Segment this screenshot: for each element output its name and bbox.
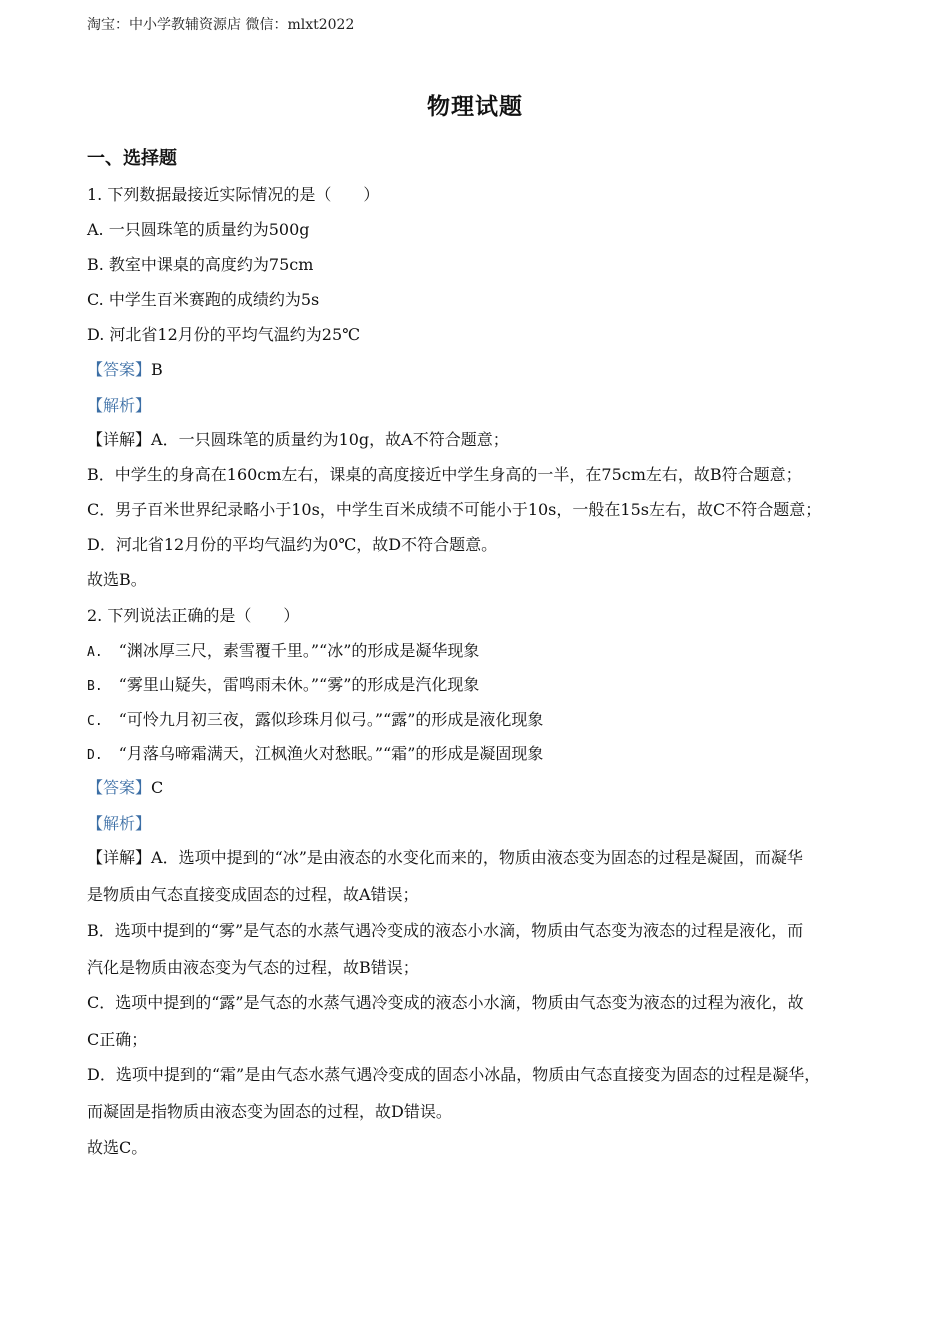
- question-2-detail-line: 而凝固是指物质由液态变为固态的过程，故D错误。: [87, 1102, 452, 1121]
- answer-value: B: [151, 360, 163, 379]
- question-2-detail-line: [87, 845, 803, 868]
- detail-text: A．一只圆珠笔的质量约为10g，故A不符合题意；: [151, 430, 509, 449]
- question-1-analysis-label: 【解析】: [87, 396, 152, 415]
- question-2-analysis-label: 【解析】: [87, 814, 152, 833]
- option-text: “渊冰厚三尺，素雪覆千里。”“冰”的形成是凝华现象: [118, 641, 480, 660]
- question-2-option-b: [87, 672, 479, 695]
- question-2-answer: [87, 775, 163, 798]
- question-2-detail-line: B．选项中提到的“雾”是气态的水蒸气遇冷变成的液态小水滴，物质由气态变为液态的过程是液化，而: [87, 921, 804, 940]
- answer-label: 【答案】: [87, 778, 152, 797]
- option-letter: D.: [87, 748, 103, 763]
- question-2-option-a: [87, 638, 479, 661]
- option-letter: B.: [87, 679, 103, 694]
- question-2-detail-line: C正确；: [87, 1030, 148, 1049]
- option-text: “可怜九月初三夜，露似珍珠月似弓。”“露”的形成是液化现象: [118, 710, 544, 729]
- detail-text: A．选项中提到的“冰”是由液态的水变化而来的，物质由液态变为固态的过程是凝固，而凝华: [151, 848, 803, 867]
- question-1-option-b: B. 教室中课桌的高度约为75cm: [87, 255, 314, 274]
- option-text: “雾里山疑失，雷鸣雨未休。”“雾”的形成是汽化现象: [118, 675, 480, 694]
- header-note: 淘宝：中小学教辅资源店 微信：mlxt2022: [87, 17, 355, 33]
- question-1-option-c: C. 中学生百米赛跑的成绩约为5s: [87, 290, 320, 309]
- question-1-detail-line: [87, 427, 509, 450]
- question-1-stem: 1. 下列数据最接近实际情况的是（ ）: [87, 185, 380, 204]
- option-text: “月落乌啼霜满天，江枫渔火对愁眠。”“霜”的形成是凝固现象: [118, 744, 544, 763]
- question-2-detail-line: 是物质由气态直接变成固态的过程，故A错误；: [87, 885, 419, 904]
- question-2-stem: 2. 下列说法正确的是（ ）: [87, 606, 300, 625]
- question-1-answer: [87, 357, 163, 380]
- question-2-detail-line: D．选项中提到的“霜”是由气态水蒸气遇冷变成的固态小冰晶，物质由气态直接变为固态的过程是凝华，: [87, 1065, 821, 1084]
- question-2-detail-line: 汽化是物质由液态变为气态的过程，故B错误；: [87, 958, 419, 977]
- question-2-conclusion: 故选C。: [87, 1138, 148, 1157]
- question-1-detail-line: B．中学生的身高在160cm左右，课桌的高度接近中学生身高的一半，在75cm左右，故B符合题意；: [87, 465, 802, 484]
- question-2-option-d: [87, 741, 543, 764]
- answer-value: C: [151, 778, 164, 797]
- question-1-option-d: D. 河北省12月份的平均气温约为25℃: [87, 325, 361, 344]
- section-heading: 一、选择题: [87, 148, 177, 169]
- question-1-conclusion: 故选B。: [87, 570, 147, 589]
- question-1-option-a: A. 一只圆珠笔的质量约为500g: [87, 220, 310, 239]
- option-letter: C.: [87, 714, 103, 729]
- question-2-option-c: [87, 707, 543, 730]
- detail-label: 【详解】: [87, 430, 152, 449]
- question-1-detail-line: D．河北省12月份的平均气温约为0℃，故D不符合题意。: [87, 535, 498, 554]
- question-2-detail-line: C．选项中提到的“露”是气态的水蒸气遇冷变成的液态小水滴，物质由气态变为液态的过程为液化，故: [87, 993, 804, 1012]
- page-title: 物理试题: [427, 93, 523, 120]
- question-1-detail-line: C．男子百米世界纪录略小于10s，中学生百米成绩不可能小于10s，一般在15s左右，故C不符合题意；: [87, 500, 822, 519]
- detail-label: 【详解】: [87, 848, 152, 867]
- answer-label: 【答案】: [87, 360, 152, 379]
- option-letter: A.: [87, 645, 103, 660]
